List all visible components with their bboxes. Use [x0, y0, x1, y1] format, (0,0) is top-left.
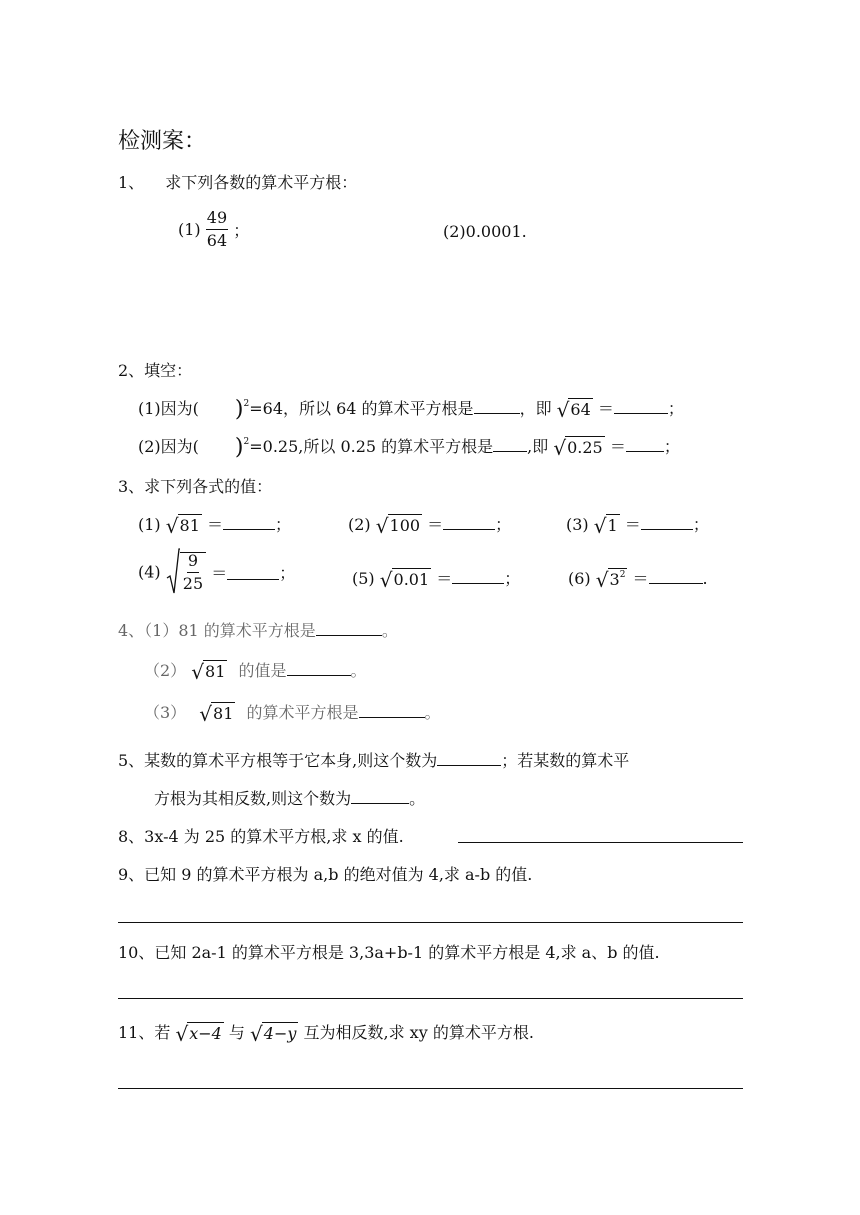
part-end: ；: [495, 515, 512, 534]
radicand: 81: [213, 704, 234, 723]
part-end: .: [702, 569, 708, 588]
square-root: [380, 568, 431, 592]
radical-sign-icon: √: [379, 567, 393, 592]
radical-sign-icon: √: [175, 1021, 189, 1046]
close-paren: ): [234, 435, 244, 460]
question-5-line-1: [118, 748, 629, 771]
question-2-title: 2、填空：: [118, 361, 193, 380]
part-text: 5、某数的算术平方根等于它本身,则这个数为: [118, 751, 438, 770]
square-root: [199, 702, 235, 726]
question-8-text: 8、3x-4 为 25 的算术平方根,求 x 的值.: [118, 827, 404, 846]
part-text: 互为相反数,求 xy 的算术平方根.: [303, 1023, 534, 1042]
question-11-text: [118, 1020, 534, 1046]
equals-sign: ＝: [436, 569, 453, 588]
answer-blank[interactable]: [223, 515, 275, 530]
radicand: 81: [179, 516, 200, 535]
part-text: 的算术平方根是: [246, 703, 359, 722]
answer-blank[interactable]: [641, 515, 693, 530]
radical-sign-icon: √: [191, 659, 205, 684]
part-label: (5): [352, 569, 375, 588]
answer-blank[interactable]: [287, 661, 351, 676]
worksheet-heading: 检测案：: [118, 129, 207, 154]
answer-line[interactable]: [458, 842, 743, 843]
square-root: [596, 568, 628, 592]
radicand: [608, 568, 628, 589]
part-label: (2)因为(: [138, 437, 199, 456]
radical-sign-icon: [166, 548, 180, 596]
part-label: (1): [178, 220, 201, 239]
question-3-title: 3、求下列各式的值：: [118, 477, 273, 496]
question-number: 1、: [118, 173, 145, 192]
part-label: (1): [138, 515, 161, 534]
radical-sign-icon: √: [553, 435, 567, 460]
part-label: (2): [348, 515, 371, 534]
question-1-part-1: [178, 210, 249, 249]
question-2-part-1: [138, 396, 684, 422]
radical-sign-icon: √: [165, 513, 179, 538]
answer-blank[interactable]: [626, 437, 664, 452]
part-label: (1)因为(: [138, 399, 199, 418]
part-end: ；: [279, 563, 296, 583]
square-root: [166, 514, 202, 538]
part-end: 。: [409, 789, 426, 808]
part-end: 。: [350, 661, 367, 680]
part-label: (6): [568, 569, 591, 588]
answer-blank[interactable]: [437, 751, 501, 766]
question-1-part-2: (2)0.0001.: [443, 222, 527, 241]
part-end: 。: [424, 703, 441, 722]
radicand: [180, 552, 206, 592]
fraction: [183, 553, 203, 592]
question-3-item-3: [566, 512, 709, 538]
part-text: ；若某数的算术平: [501, 751, 630, 770]
close-paren: ): [234, 397, 244, 422]
square-root: [594, 514, 620, 538]
answer-blank[interactable]: [227, 565, 279, 580]
answer-blank[interactable]: [316, 621, 382, 636]
part-end: ；: [692, 515, 709, 534]
radical-sign-icon: √: [595, 567, 609, 592]
fraction-numerator: 49: [206, 210, 228, 230]
answer-line[interactable]: [118, 922, 743, 923]
equals-sign: ＝: [632, 569, 649, 588]
radicand: 100: [389, 516, 421, 535]
answer-blank[interactable]: [614, 399, 668, 414]
radical-sign-icon: √: [250, 1021, 263, 1046]
radical-sign-icon: √: [593, 513, 607, 538]
radical-sign-icon: √: [375, 513, 389, 538]
fraction: [206, 210, 228, 249]
part-text: =64，所以 64 的算术平方根是: [249, 399, 474, 418]
equals-sign: ＝: [624, 515, 641, 534]
answer-line[interactable]: [118, 998, 743, 999]
question-4-part-3: [144, 700, 441, 726]
part-label: (3): [566, 515, 589, 534]
question-4-part-2: [144, 658, 367, 684]
equals-sign: ＝: [206, 515, 223, 534]
part-text: 的值是: [238, 661, 287, 680]
equals-sign: ＝: [427, 515, 444, 534]
part-text: 11、若: [118, 1023, 171, 1042]
superscript: 2: [243, 437, 250, 447]
square-root: [175, 1022, 223, 1046]
radicand: 0.25: [567, 438, 603, 457]
square-root: [553, 436, 604, 460]
question-3-item-1: [138, 512, 291, 538]
square-root: [557, 398, 593, 422]
equals-sign: ＝: [597, 399, 614, 418]
square-root: [166, 548, 206, 596]
radicand: x−4: [189, 1024, 222, 1043]
question-4-part-1: [118, 618, 398, 641]
part-text: 方根为其相反数,则这个数为: [154, 789, 352, 808]
answer-blank[interactable]: [474, 399, 520, 414]
radicand: 4−y: [263, 1024, 297, 1043]
superscript: 2: [619, 570, 626, 580]
radicand-base: 3: [609, 570, 620, 589]
part-end: ；: [274, 515, 291, 534]
answer-line[interactable]: [118, 1088, 743, 1089]
part-end: ；: [233, 221, 250, 240]
question-3-item-2: [348, 512, 511, 538]
answer-blank[interactable]: [649, 569, 703, 584]
equals-sign: ＝: [211, 563, 228, 583]
part-text: 与: [228, 1023, 245, 1042]
part-text: 4、（1）81 的算术平方根是: [118, 621, 316, 640]
answer-blank[interactable]: [443, 515, 495, 530]
square-root: [191, 660, 227, 684]
fraction-denominator: 25: [182, 574, 204, 593]
part-text: ，即: [519, 399, 552, 418]
part-end: ；: [663, 437, 680, 456]
part-label: (4): [138, 562, 161, 582]
part-label: （3）: [144, 703, 187, 722]
question-3-item-5: [352, 566, 520, 592]
question-3-item-6: [568, 566, 708, 592]
fraction-numerator: 9: [187, 553, 199, 573]
answer-blank[interactable]: [493, 437, 527, 452]
question-2-part-2: [138, 434, 680, 460]
radicand: 64: [570, 400, 591, 419]
question-text: 求下列各数的算术平方根：: [165, 173, 358, 192]
part-end: ；: [667, 399, 684, 418]
radicand: 0.01: [393, 570, 430, 589]
radical-sign-icon: √: [556, 397, 570, 422]
question-1-prompt: [118, 170, 357, 193]
square-root: [376, 514, 422, 538]
superscript: 2: [243, 399, 250, 409]
answer-blank[interactable]: [359, 703, 425, 718]
fraction-denominator: 64: [206, 231, 228, 250]
question-10-text: 10、已知 2a-1 的算术平方根是 3,3a+b-1 的算术平方根是 4,求 a、b 的值.: [118, 943, 660, 962]
radicand: 1: [607, 516, 618, 535]
question-9-text: 9、已知 9 的算术平方根为 a,b 的绝对值为 4,求 a-b 的值.: [118, 865, 533, 884]
part-text: ,即: [527, 437, 549, 456]
answer-blank[interactable]: [452, 569, 504, 584]
question-5-line-2: [154, 786, 425, 809]
radicand: 81: [205, 662, 226, 681]
square-root: [250, 1022, 298, 1046]
part-label: （2）: [144, 661, 187, 680]
part-end: ；: [504, 569, 521, 588]
part-text: =0.25,所以 0.25 的算术平方根是: [249, 437, 494, 456]
equals-sign: ＝: [609, 437, 626, 456]
radical-sign-icon: √: [199, 701, 213, 726]
answer-blank[interactable]: [351, 789, 409, 804]
part-end: 。: [381, 621, 398, 640]
question-3-item-4: [138, 548, 295, 596]
